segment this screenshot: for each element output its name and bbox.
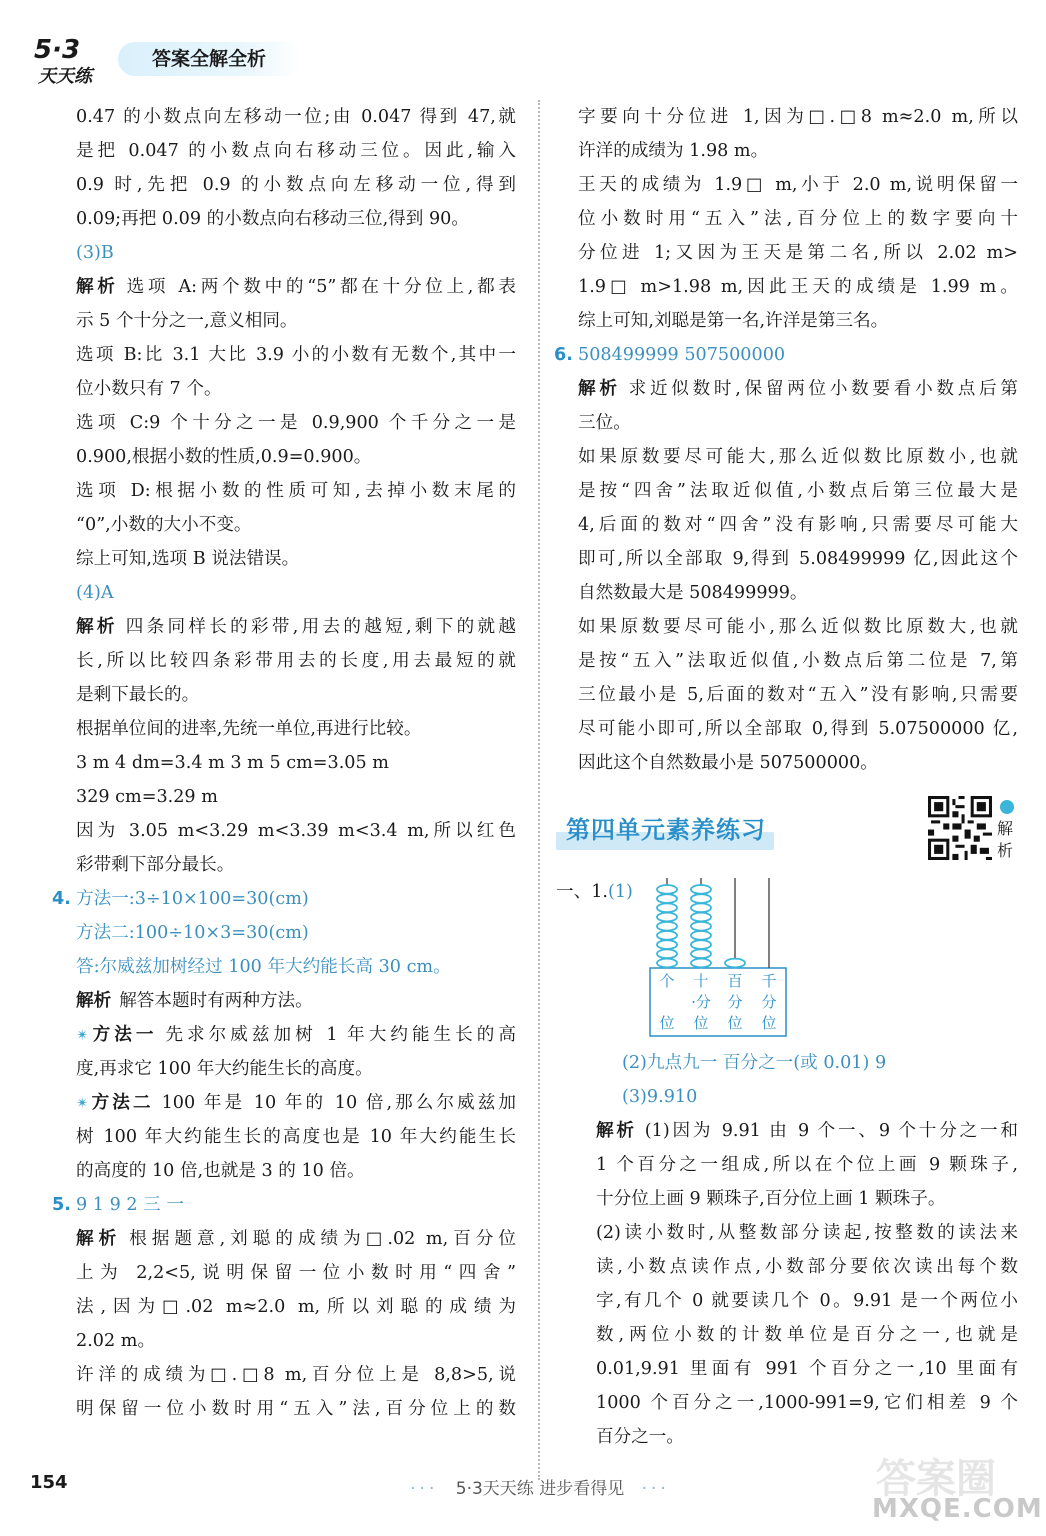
line-text: “0”,小数的大小不变。 — [76, 515, 252, 535]
text-line — [76, 338, 516, 372]
line-text: 彩带剩下部分最长。 — [76, 855, 235, 875]
abacus-bead — [691, 940, 711, 949]
text-line — [76, 848, 516, 882]
text-line — [76, 984, 516, 1018]
text-line — [596, 1386, 1018, 1420]
line-text: 示 5 个十分之一,意义相同。 — [76, 311, 298, 331]
line-text: (2)读小数时,从整数部分读起,按整数的读法来 — [596, 1223, 1018, 1243]
line-text: 答:尔威兹加树经过 100 年大约能长高 30 cm。 — [76, 957, 451, 977]
text-line — [76, 780, 516, 814]
text-line — [76, 168, 516, 202]
line-text: 2.02 m。 — [76, 1331, 156, 1351]
line-text: 三位。 — [578, 413, 631, 433]
line-text: (3)B — [76, 243, 114, 263]
abacus-bead — [691, 931, 711, 940]
text-line — [578, 406, 1018, 440]
analysis-label: 解析 — [76, 991, 112, 1011]
text-line — [76, 202, 516, 236]
abacus-bead — [657, 959, 677, 968]
line-text: 的高度的 10 倍,也就是 3 的 10 倍。 — [76, 1161, 365, 1181]
text-line — [76, 100, 516, 134]
line-text: 因为 3.05 m<3.29 m<3.39 m<3.4 m,所以红色 — [76, 821, 516, 841]
abacus-bead — [691, 913, 711, 922]
abacus-diagram — [648, 872, 788, 1038]
text-line — [76, 372, 516, 406]
text-line — [76, 950, 516, 984]
question-number-label: 一、1. — [556, 882, 608, 902]
text-line — [52, 882, 516, 916]
text-line — [578, 508, 1018, 542]
text-line — [76, 1154, 516, 1188]
line-text: 选项 B:比 3.1 大比 3.9 小的小数有无数个,其中一 — [76, 345, 516, 365]
text-line — [76, 542, 516, 576]
text-line — [554, 338, 1018, 372]
line-text: 如果原数要尽可能小,那么近似数比原数大,也就 — [578, 617, 1018, 637]
line-text: 1000 个百分之一,1000-991=9,它们相差 9 个 — [596, 1393, 1018, 1413]
line-text: 0.900,根据小数的性质,0.9=0.900。 — [76, 447, 372, 467]
abacus-bead — [725, 959, 745, 968]
line-text: 根据题意,刘聪的成绩为□.02 m,百分位 — [129, 1229, 516, 1249]
svg-text:答案圈: 答案圈 — [876, 1456, 996, 1502]
abacus-label: 位 — [659, 1014, 675, 1032]
line-text: 分位进 1;又因为王天是第二名,所以 2.02 m> — [578, 243, 1018, 263]
line-text: 字,有几个 0 就要读几个 0。9.91 是一个两位小 — [596, 1291, 1018, 1311]
text-line — [76, 440, 516, 474]
text-line — [578, 304, 1018, 338]
text-line — [596, 1216, 1018, 1250]
text-line — [76, 678, 516, 712]
text-line — [76, 236, 516, 270]
abacus-label: 位 — [761, 1014, 777, 1032]
abacus-label: 分 — [761, 993, 777, 1011]
qr-code-icon[interactable] — [928, 796, 992, 860]
abacus-bead — [691, 894, 711, 903]
line-text: 法,因为□.02 m≈2.0 m,所以刘聪的成绩为 — [76, 1297, 516, 1317]
text-line — [76, 746, 516, 780]
line-text: 许洋的成绩为□.□8 m,百分位上是 8,8>5,说 — [76, 1365, 516, 1385]
question-number: 4. — [52, 889, 71, 909]
text-line — [578, 168, 1018, 202]
abacus-bead — [691, 922, 711, 931]
brand-logo — [30, 28, 116, 88]
line-text: (1)因为 9.91 由 9 个一、9 个十分之一和 — [644, 1121, 1018, 1141]
line-text: 读,小数点读作点,小数部分要依次读出每个数 — [596, 1257, 1018, 1277]
text-line — [578, 474, 1018, 508]
text-line — [578, 372, 1018, 406]
line-text: 9 1 9 2 三 一 — [76, 1195, 184, 1215]
text-line — [76, 270, 516, 304]
text-line — [76, 304, 516, 338]
text-line — [578, 134, 1018, 168]
section-heading — [556, 802, 916, 856]
right-column-top — [554, 100, 1018, 780]
line-text: 1 个百分之一组成,所以在个位上画 9 颗珠子, — [596, 1155, 1018, 1175]
text-line — [578, 576, 1018, 610]
watermark-text: MXQE.COM — [872, 1494, 1043, 1524]
line-text: 选项 A:两个数中的“5”都在十分位上,都表 — [126, 277, 516, 297]
text-line — [578, 712, 1018, 746]
svg-text:5·3: 5·3 — [34, 35, 81, 65]
line-text: 方法二:100÷10×3=30(cm) — [76, 923, 309, 943]
text-line — [76, 644, 516, 678]
text-line — [596, 1284, 1018, 1318]
analysis-label: 解析 — [76, 277, 119, 297]
analysis-label: 解析 — [578, 379, 621, 399]
right-column-bottom — [596, 1114, 1018, 1454]
text-line — [76, 1222, 516, 1256]
text-line — [596, 1318, 1018, 1352]
line-text: 综上可知,选项 B 说法错误。 — [76, 549, 300, 569]
analysis-label: 解析 — [76, 1229, 122, 1249]
text-line — [76, 406, 516, 440]
text-line — [578, 236, 1018, 270]
line-text: 是剩下最长的。 — [76, 685, 200, 705]
method-label: 方法一 — [88, 1025, 158, 1045]
line-text: 自然数最大是 508499999。 — [578, 583, 808, 603]
line-text: 四条同样长的彩带,用去的越短,剩下的就越 — [125, 617, 516, 637]
abacus-label: 位 — [693, 1014, 709, 1032]
method-label: 方法二 — [88, 1093, 154, 1113]
part2-answer: (2)九点九一 百分之一(或 0.01) 9 — [622, 1053, 887, 1073]
line-text: 方法一:3÷10×100=30(cm) — [76, 889, 309, 909]
text-line — [76, 1052, 516, 1086]
text-line — [578, 100, 1018, 134]
page-header — [30, 28, 330, 90]
abacus-label: ·分 — [691, 993, 711, 1011]
line-text: 度,再求它 100 年大约能生长的高度。 — [76, 1059, 373, 1079]
line-text: 如果原数要尽可能大,那么近似数比原数小,也就 — [578, 447, 1018, 467]
abacus-bead — [657, 931, 677, 940]
question-number: 5. — [52, 1195, 71, 1215]
footer-slogan — [390, 1474, 690, 1499]
abacus-bead — [657, 913, 677, 922]
question-number — [556, 878, 633, 903]
text-line — [76, 1358, 516, 1392]
text-line — [76, 610, 516, 644]
text-line — [52, 1188, 516, 1222]
line-text: 是把 0.047 的小数点向右移动三位。因此,输入 — [76, 141, 516, 161]
abacus-bead — [657, 894, 677, 903]
text-line — [596, 1114, 1018, 1148]
line-text: 三位最小是 5,后面的数对“五入”没有影响,只需要 — [578, 685, 1018, 705]
abacus-bead — [657, 940, 677, 949]
line-text: 位小数只有 7 个。 — [76, 379, 222, 399]
line-text: 字要向十分位进 1,因为□.□8 m≈2.0 m,所以 — [578, 107, 1018, 127]
line-text: 508499999 507500000 — [578, 345, 786, 365]
line-text: 0.09;再把 0.09 的小数点向右移动三位,得到 90。 — [76, 209, 469, 229]
abacus-bead — [657, 903, 677, 912]
text-line — [76, 1120, 516, 1154]
line-text: 0.01,9.91 里面有 991 个百分之一,10 里面有 — [596, 1359, 1018, 1379]
line-text: 选项 C:9 个十分之一是 0.9,900 个千分之一是 — [76, 413, 516, 433]
line-text: 是按“四舍”法取近似值,小数点后第三位最大是 — [578, 481, 1018, 501]
text-line — [76, 1290, 516, 1324]
line-text: 1.9□ m>1.98 m,因此王天的成绩是 1.99 m。 — [578, 277, 1018, 297]
question-number: 6. — [554, 345, 573, 365]
analysis-label: 解析 — [76, 617, 118, 637]
text-line — [578, 440, 1018, 474]
line-text: 329 cm=3.29 m — [76, 787, 218, 807]
line-text: 明保留一位小数时用“五入”法,百分位上的数 — [76, 1399, 516, 1419]
text-line — [596, 1250, 1018, 1284]
abacus-bead — [657, 922, 677, 931]
text-line — [578, 644, 1018, 678]
line-text: 树 100 年大约能生长的高度也是 10 年大约能生长 — [76, 1127, 516, 1147]
line-text: (4)A — [76, 583, 114, 603]
line-text: 100 年是 10 年的 10 倍,那么尔威兹加 — [161, 1093, 516, 1113]
text-line — [76, 134, 516, 168]
line-text: 是按“五入”法取近似值,小数点后第二位是 7,第 — [578, 651, 1018, 671]
text-line — [76, 1392, 516, 1426]
line-text: 选项 D:根据小数的性质可知,去掉小数末尾的 — [76, 481, 516, 501]
svg-text:天天练: 天天练 — [38, 66, 92, 87]
footer-dots-left: ··· — [410, 1479, 439, 1499]
abacus-bead — [657, 949, 677, 958]
line-text: 百分之一。 — [596, 1427, 684, 1447]
line-text: 上为 2,2<5,说明保留一位小数时用“四舍” — [76, 1263, 516, 1283]
line-text: 综上可知,刘聪是第一名,许洋是第三名。 — [578, 311, 889, 331]
abacus-label: 百 — [727, 972, 743, 990]
part3-answer: (3)9.910 — [622, 1087, 698, 1107]
abacus-label: 个 — [659, 972, 675, 990]
abacus-bead — [691, 903, 711, 912]
abacus-bead — [691, 949, 711, 958]
text-line — [76, 474, 516, 508]
line-text: 尽可能小即可,所以全部取 0,得到 5.07500000 亿, — [578, 719, 1018, 739]
line-text: 十分位上画 9 颗珠子,百分位上画 1 颗珠子。 — [596, 1189, 946, 1209]
abacus-label: 位 — [727, 1014, 743, 1032]
text-line — [596, 1182, 1018, 1216]
text-line — [578, 678, 1018, 712]
play-arrow-icon — [1000, 800, 1014, 814]
page-number: 154 — [30, 1472, 68, 1493]
header-title: 答案全解全析 — [118, 42, 302, 76]
text-line — [76, 508, 516, 542]
abacus-label: 十 — [693, 972, 709, 990]
text-line — [578, 610, 1018, 644]
text-line — [596, 1352, 1018, 1386]
section-title: 第四单元素养练习 — [566, 816, 766, 844]
text-line — [76, 1018, 516, 1052]
text-line — [578, 542, 1018, 576]
text-line — [76, 916, 516, 950]
column-divider — [538, 100, 540, 1480]
text-line — [76, 1324, 516, 1358]
line-text: 许洋的成绩为 1.98 m。 — [578, 141, 769, 161]
line-text: 求近似数时,保留两位小数要看小数点后第 — [628, 379, 1018, 399]
abacus-bead — [657, 885, 677, 894]
line-text: 4,后面的数对“四舍”没有影响,只需要尽可能大 — [578, 515, 1018, 535]
text-line — [76, 814, 516, 848]
line-text: 因此这个自然数最小是 507500000。 — [578, 753, 878, 773]
text-line — [578, 746, 1018, 780]
analysis-label: 解析 — [596, 1121, 637, 1141]
method-bulb-icon: ✴ — [76, 1094, 89, 1112]
method-bulb-icon: ✴ — [76, 1026, 89, 1044]
text-line — [76, 1256, 516, 1290]
abacus-bead — [691, 959, 711, 968]
line-text: 位小数时用“五入”法,百分位上的数字要向十 — [578, 209, 1018, 229]
abacus-label: 分 — [727, 993, 743, 1011]
text-line — [578, 270, 1018, 304]
footer-dots-right: ··· — [641, 1479, 670, 1499]
abacus-bead — [691, 885, 711, 894]
abacus-label: 千 — [761, 972, 777, 990]
line-text: 根据单位间的进率,先统一单位,再进行比较。 — [76, 719, 422, 739]
line-text: 即可,所以全部取 9,得到 5.08499999 亿,因此这个 — [578, 549, 1018, 569]
line-text: 0.9 时,先把 0.9 的小数点向左移动一位,得到 — [76, 175, 516, 195]
line-text: 解答本题时有两种方法。 — [119, 991, 313, 1011]
text-line — [76, 576, 516, 610]
line-text: 先求尔威兹加树 1 年大约能生长的高 — [165, 1025, 516, 1045]
line-text: 王天的成绩为 1.9□ m,小于 2.0 m,说明保留一 — [578, 175, 1018, 195]
qr-label: 解析 — [997, 819, 1014, 860]
text-line — [596, 1148, 1018, 1182]
text-line — [578, 202, 1018, 236]
text-line — [76, 712, 516, 746]
line-text: 长,所以比较四条彩带用去的长度,用去最短的就 — [76, 651, 516, 671]
line-text: 数,两位小数的计数单位是百分之一,也就是 — [596, 1325, 1018, 1345]
part1-label: (1) — [607, 882, 633, 902]
text-line — [76, 1086, 516, 1120]
line-text: 3 m 4 dm=3.4 m 3 m 5 cm=3.05 m — [76, 753, 389, 773]
slogan-text: 5·3天天练 进步看得见 — [455, 1479, 625, 1499]
left-column — [52, 100, 516, 1426]
line-text: 0.47 的小数点向左移动一位;由 0.047 得到 47,就 — [76, 107, 516, 127]
